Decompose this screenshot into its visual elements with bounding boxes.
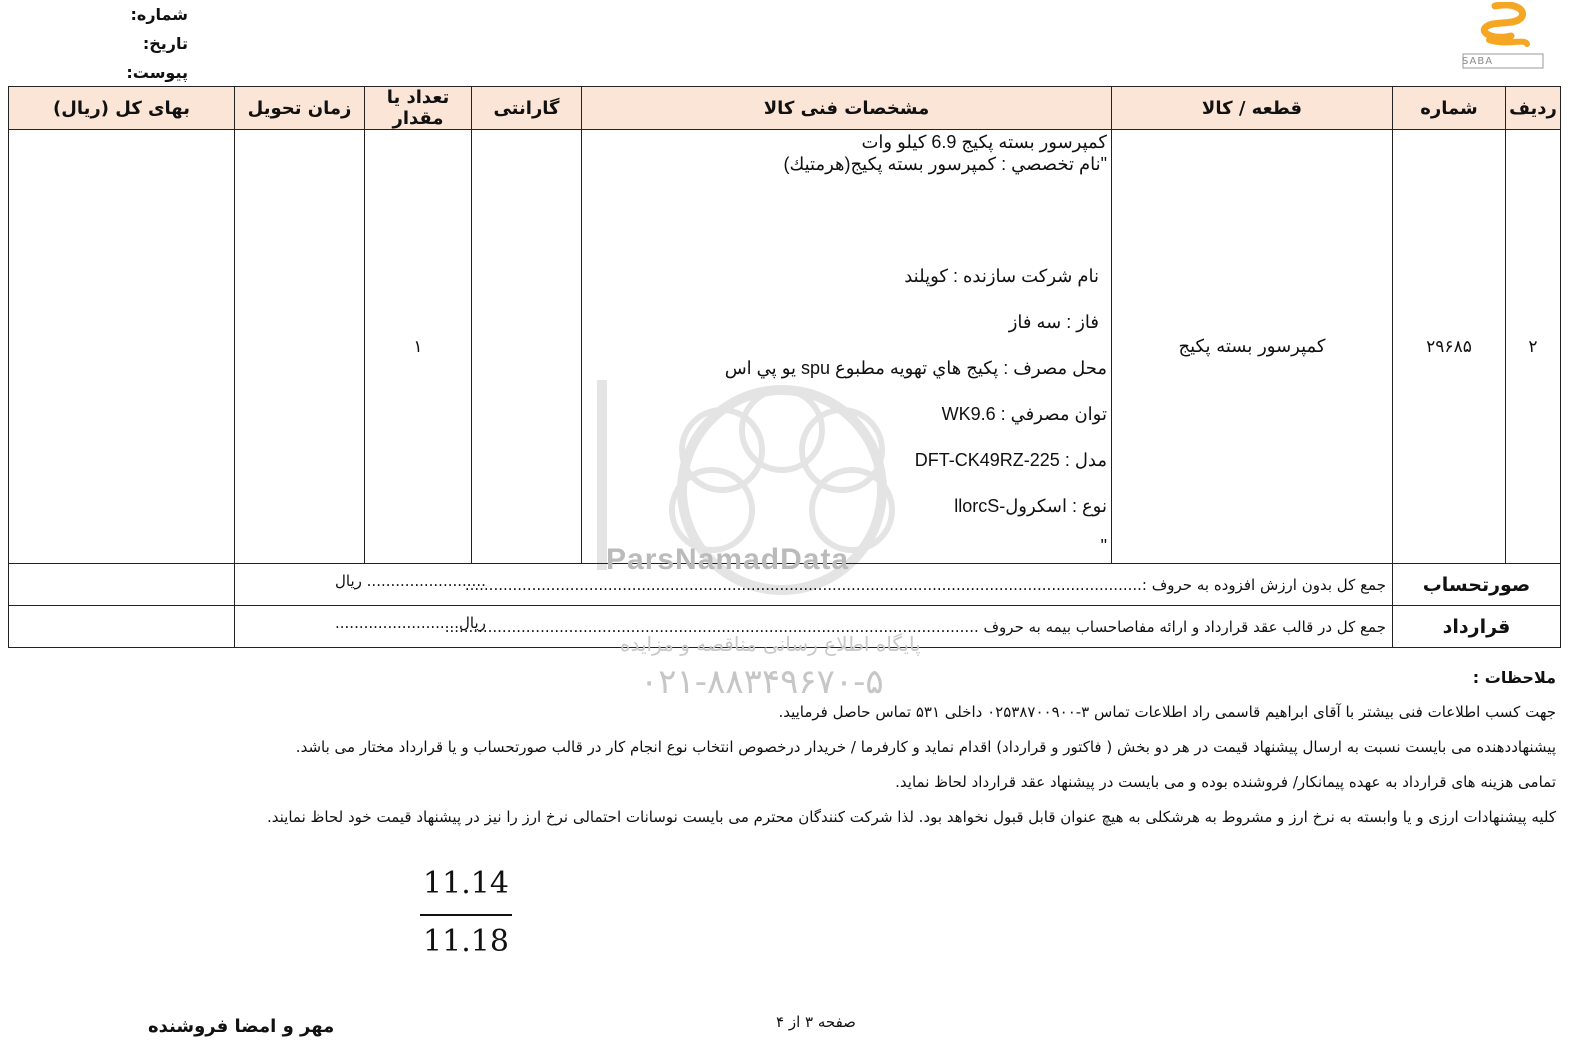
column-header-item: قطعه / کالا xyxy=(1112,87,1393,130)
column-header-radif: ردیف xyxy=(1506,87,1561,130)
row-radif: ۲ xyxy=(1506,130,1561,564)
column-header-number: شماره xyxy=(1393,87,1506,130)
table-header-row xyxy=(9,87,1561,130)
invoice-amount xyxy=(9,564,235,606)
note-line: جهت کسب اطلاعات فنی بیشتر با آقای ابراهیم قاسمی راد اطلاعات تماس ۳-۰۲۵۳۸۷۰۰۹۰۰ داخلی ۵۳۱ تماس حاصل فرمایید. xyxy=(778,703,1556,721)
logo-text: SABA xyxy=(1462,56,1494,67)
row-delivery xyxy=(235,130,365,564)
spec-line: " xyxy=(1100,536,1107,556)
notes-title: ملاحظات : xyxy=(1472,668,1556,687)
invoice-rial: ......................... ریال xyxy=(335,572,486,590)
note-line: کلیه پیشنهادات ارزی و یا وابسته به نرخ ارز و مشروط به هرشکلی به هیچ عنوان قابل قبول نخواهد بود. لذا شرکت کنندگان محترم می بایست نوسانات احتمالی نرخ ارز را نیز در پیشنهاد قیمت خود لحاظ نمایند. xyxy=(267,808,1556,826)
document-header-fields xyxy=(118,4,188,91)
spec-line: توان مصرفي : WK9.6 xyxy=(941,404,1107,424)
row-quantity: ۱ xyxy=(365,130,472,564)
table-row xyxy=(9,130,1561,564)
date-label: تاریخ: xyxy=(142,34,188,53)
spec-line: کمپرسور بسته پکیج 6.9 کیلو وات xyxy=(861,132,1107,152)
fraction-top: 11.14 xyxy=(423,866,509,901)
row-item: کمپرسور بسته پکیج xyxy=(1112,130,1393,564)
note-line: تمامی هزینه های قرارداد به عهده پیمانکار/ فروشنده بوده و می بایست در پیشنهاد عقد قرارداد لحاظ نماید. xyxy=(895,773,1556,791)
note-line: پیشنهاددهنده می بایست نسبت به ارسال پیشنهاد قیمت در هر دو بخش ( فاکتور و قرارداد) اقدام نماید و کارفرما / خریدار درخصوص انتخاب نوع انجام کار در قالب صورتحساب و یا قرارداد مختار می باشد. xyxy=(295,738,1556,756)
row-warranty xyxy=(472,130,582,564)
column-header-spec: مشخصات فنی کالا xyxy=(582,87,1112,130)
watermark-brand: ParsNamadData xyxy=(606,543,850,576)
invoice-text: جمع کل بدون ارزش افزوده به حروف :.............................................................................................................................................. xyxy=(464,575,1386,594)
handwritten-fraction xyxy=(420,866,512,959)
notes-section xyxy=(96,668,1556,840)
watermark-phone: ۰۲۱-۸۸۳۴۹۶۷۰-۵ xyxy=(640,662,884,702)
attachment-label: پیوست: xyxy=(126,63,188,82)
spec-line: مدل : DFT-CK49RZ-225 xyxy=(914,450,1107,470)
contract-label: قرارداد xyxy=(1393,606,1561,648)
contract-amount xyxy=(9,606,235,648)
fraction-bottom: 11.18 xyxy=(423,924,509,959)
row-number: ۲۹۶۸۵ xyxy=(1393,130,1506,564)
seller-signature-label: مهر و امضا فروشنده xyxy=(148,1016,335,1037)
spec-line: نوع : اسکرول-llorcS xyxy=(954,496,1107,516)
row-total xyxy=(9,130,235,564)
spec-line: نام شرکت سازنده : کوپلند xyxy=(904,266,1099,286)
contract-text: جمع کل در قالب عقد قرارداد و ارائه مفاصاحساب بیمه به حروف ................................................................................................................ xyxy=(444,617,1386,636)
spec-line: "نام تخصصي : کمپرسور بسته پکيج(هرمتيك) xyxy=(783,154,1107,174)
column-header-warranty: گارانتی xyxy=(472,87,582,130)
number-label: شماره: xyxy=(130,5,188,24)
invoice-label: صورتحساب xyxy=(1393,564,1561,606)
watermark-line: پایگاه اطلاع رسانی مناقصه و مزایده xyxy=(620,632,921,656)
row-spec xyxy=(582,130,1112,564)
column-header-total: بهای کل (ریال) xyxy=(9,87,235,130)
contract-rial: ریال.......................... xyxy=(335,614,486,632)
column-header-quantity: تعداد یا مقدار xyxy=(365,87,472,130)
spec-line: فاز : سه فاز xyxy=(1008,312,1099,332)
fraction-bar xyxy=(420,914,512,916)
column-header-delivery: زمان تحویل xyxy=(235,87,365,130)
page-number: صفحه ۳ از ۴ xyxy=(776,1013,856,1031)
spec-line: محل مصرف : پکيج هاي تهويه مطبوع spu يو پي اس xyxy=(724,358,1107,378)
